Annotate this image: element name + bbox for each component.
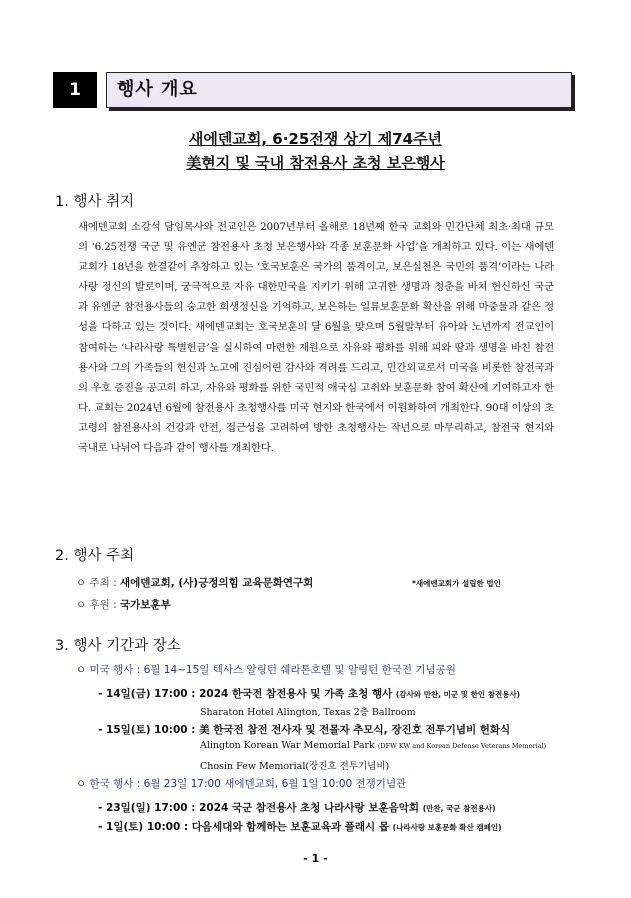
us-venue-2-note: (DFW KW and Korean Defense Veterans Memorial): [377, 742, 547, 750]
kr-item-1-note: (만찬, 국군 참전용사): [422, 804, 496, 813]
host-row: [76, 575, 313, 590]
main-title-line2: 美현지 및 국내 참전용사 초청 보은행사: [186, 154, 445, 172]
sponsor-row: [76, 597, 171, 612]
us-venue-2: [200, 740, 546, 751]
host-label: ㅇ 주최 :: [76, 577, 117, 589]
kr-item-2-note: (나라사랑 보훈문화 확산 캠페인): [392, 823, 502, 832]
kr-item-1-main: - 23일(일) 17:00 : 2024 국군 참전용사 초청 나라사랑 보훈음악회: [98, 802, 420, 814]
us-event-line: ㅇ 미국 행사 : 6월 14~15일 텍사스 알링턴 쉐라톤호텔 및 알링턴 한국전 기념공원: [76, 664, 456, 676]
page-number: - 1 -: [303, 852, 328, 865]
sponsor-label: ㅇ 후원 :: [76, 599, 117, 611]
us-item-1: [98, 686, 520, 701]
host-note: *새에덴교회가 설립한 법인: [412, 579, 501, 588]
kr-item-2: [98, 819, 502, 834]
host-value: 새에덴교회, (사)긍정의힘 교육문화연구회: [120, 577, 314, 589]
section-header: [53, 72, 573, 108]
section-number: 1: [53, 72, 97, 108]
us-item-1-main: - 14일(금) 17:00 : 2024 한국전 참전용사 및 가족 초청 행사: [98, 688, 393, 700]
sponsor-value: 국가보훈부: [120, 599, 171, 611]
us-item-1-note: (감사와 만찬, 미군 및 한인 참전용사): [395, 690, 521, 699]
us-item-2: - 15일(토) 10:00 : 美 한국전 참전 전사자 및 전몰자 추모식, 장진호 전투기념비 헌화식: [98, 724, 511, 736]
section-title: 행사 개요: [117, 79, 198, 100]
main-title-line1: 새에덴교회, 6·25전쟁 상기 제74주년: [188, 130, 443, 148]
purpose-paragraph: 새에덴교회 소강석 담임목사와 전교인은 2007년부터 올해로 18년째 한국 교회와 민간단체 최초·최대 규모의 ‘6.25전쟁 국군 및 유엔군 참전용사 초청 보은행사와 각종 보훈문화 사업’을 개최하고 있다. 이는 새에덴교회가 18년을 한결같이 추창하고 있는 ‘호국보훈은 국가의 품격이고, 보은실천은 국민의 품격’이라는 나라사랑 정신의 발로이며, 궁극적으로 자유 대한민국을 지키기 위해 고귀한 생명과 청춘을 바쳐 헌신하신 국군과 유엔군 참전용사들의 숭고한 희생정신을 기억하고, 보은하는 일류보훈문화 확산을 위해 마중물과 같은 정성을 다하고 있는 것이다. 새에덴교회는 호국보훈의 달 6월을 맞으며 5월말부터 유아와 노년까지 전교인이 참여하는 ‘나라사랑 특별헌금’을 실시하여 마련한 재원으로 자유와 평화를 위해 피와 땀과 생명을 바친 참전용사와 그의 가족들의 헌신과 노고에 진심어린 감사와 격려를 드리고, 민간외교로서 미국을 비롯한 참전국과의 우호 증진을 공고히 하고, 자유와 평화를 위한 국민적 애국심 고취와 보훈문화 참여 확산에 기여하고자 한다. 교회는 2024년 6월에 참전용사 초청행사를 미국 현지와 한국에서 이원화하여 개최한다. 90대 이상의 초고령의 참전용사의 건강과 안전, 접근성을 고려하여 방한 초청행사는 작년으로 마무리하고, 참전국 현지와 국내로 나뉘어 다음과 같이 행사를 개최한다.: [78, 221, 554, 455]
kr-item-2-main: - 1일(토) 10:00 : 다음세대와 함께하는 보훈교육과 플래시 몹: [98, 821, 389, 833]
kr-item-1: [98, 800, 496, 815]
kr-event-line: ㅇ 한국 행사 : 6월 23일 17:00 새에덴교회, 6월 1일 10:00 전쟁기념관: [76, 778, 407, 790]
us-venue-1: Sharaton Hotel Alington, Texas 2층 Ballroom: [200, 707, 416, 718]
heading-purpose: 1. 행사 취지: [55, 194, 135, 210]
heading-schedule: 3. 행사 기간과 장소: [55, 638, 181, 654]
section-title-box: [106, 72, 572, 108]
us-venue-3: Chosin Few Memorial(장진호 전투기념비): [200, 761, 390, 772]
us-venue-2-name: Alington Korean War Memorial Park: [200, 740, 375, 751]
heading-host: 2. 행사 주최: [55, 548, 135, 564]
